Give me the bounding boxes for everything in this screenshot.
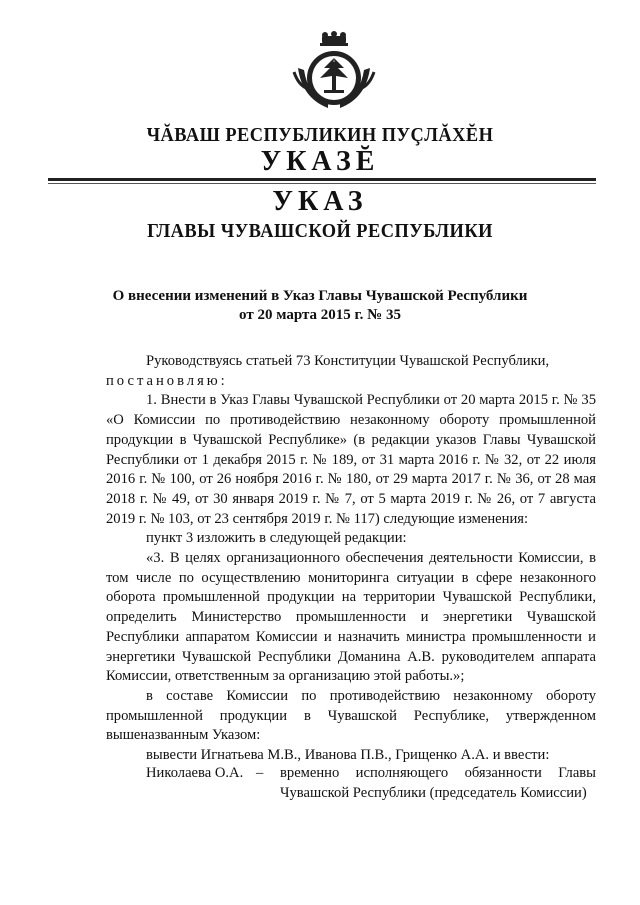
member-description: временно исполняющего обязанности Главы Чувашской Республики (председатель Комиссии) — [280, 765, 596, 801]
member-name: Николаева О.А. — [146, 765, 244, 781]
header-russian-line1: УКАЗ — [272, 186, 368, 217]
coat-of-arms-icon — [288, 28, 380, 112]
header-russian-line2: ГЛАВЫ ЧУВАШСКОЙ РЕСПУБЛИКИ — [147, 220, 493, 242]
paragraph-commission: в составе Комиссии по противодействию незаконному обороту промышленной продукции в Чувашской Республике, утвержденном вышеназванным Указом: — [106, 687, 596, 744]
title-line1: О внесении изменений в Указ Главы Чувашской Республики — [112, 288, 528, 304]
header-chuvash-line1: ЧĂВАШ РЕСПУБЛИКИН ПУÇЛĂХĔН — [146, 124, 494, 146]
header-divider-thin — [48, 183, 596, 184]
member-dash: – — [256, 765, 264, 781]
paragraph-item-3-text: «3. В целях организационного обеспечения деятельности Комиссии, в том числе по осуществлению мониторинга ситуации в сфере незаконного оборота промышленной продукции на территории Чувашской Республики, определить Министерство промышленности и энергетики Чувашской Республики аппаратом Комиссии и назначить министра промышленности и энергетики Чувашской Республики Доманина А.В. руководителем аппарата Комиссии, ответственным за организацию этой работы.»; — [106, 550, 596, 685]
paragraph-decree-word: постановляю: — [106, 372, 228, 389]
paragraph-item-3-intro: пункт 3 изложить в следующей редакции: — [146, 530, 407, 547]
header-divider-thick — [48, 178, 596, 181]
paragraph-preamble: Руководствуясь статьей 73 Конституции Чувашской Республики, — [146, 353, 550, 369]
title-line2: от 20 марта 2015 г. № 35 — [239, 307, 401, 323]
header-chuvash-line2: УКАЗĔ — [260, 146, 380, 177]
document-body — [106, 352, 596, 766]
paragraph-members-change: вывести Игнатьева М.В., Иванова П.В., Грищенко А.А. и ввести: — [146, 747, 550, 764]
paragraph-item-1: 1. Внести в Указ Главы Чувашской Республики от 20 марта 2015 г. № 35 «О Комиссии по противодействию незаконному обороту промышленной продукции в Чувашской Республике» (в редакции указов Главы Чувашской Республики от 1 декабря 2015 г. № 189, от 31 марта 2016 г. № 32, от 22 июля 2016 г. № 100, от 26 ноября 2016 г. № 180, от 29 марта 2017 г. № 36, от 28 мая 2018 г. № 49, от 30 января 2019 г. № 7, от 5 марта 2019 г. № 26, от 7 августа 2019 г. № 103, от 23 сентября 2019 г. № 117) следующие изменения: — [106, 392, 596, 527]
document-title — [90, 287, 550, 325]
